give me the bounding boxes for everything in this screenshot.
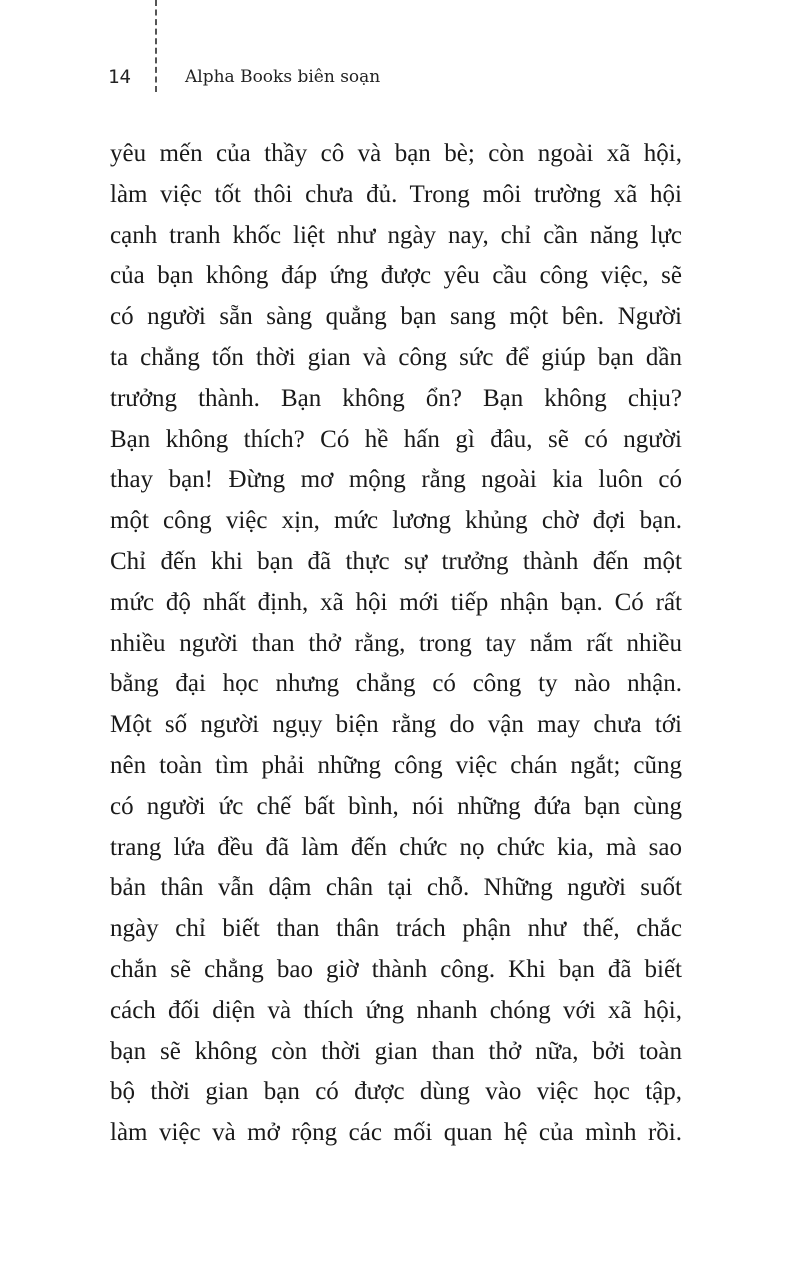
text-line: bộ thời gian bạn có được dùng vào việc học tập, <box>110 1078 682 1106</box>
body-paragraph <box>110 134 682 1154</box>
text-line: trưởng thành. Bạn không ổn? Bạn không chịu? <box>110 384 682 412</box>
text-line: nên toàn tìm phải những công việc chán ngắt; cũng <box>110 751 682 779</box>
page-number: 14 <box>108 66 131 88</box>
text-line: có người sẵn sàng quẳng bạn sang một bên. Người <box>110 303 682 331</box>
text-line: mức độ nhất định, xã hội mới tiếp nhận bạn. Có rất <box>110 588 682 616</box>
text-line: làm việc tốt thôi chưa đủ. Trong môi trường xã hội <box>110 180 682 208</box>
text-line: Một số người ngụy biện rằng do vận may chưa tới <box>110 711 682 739</box>
text-line: nhiều người than thở rằng, trong tay nắm rất nhiều <box>110 629 682 657</box>
text-line: Bạn không thích? Có hề hấn gì đâu, sẽ có người <box>110 425 682 453</box>
text-line: bản thân vẫn dậm chân tại chỗ. Những người suốt <box>110 874 682 902</box>
margin-dashed-rule <box>155 0 157 92</box>
text-line: bạn sẽ không còn thời gian than thở nữa, bởi toàn <box>110 1037 682 1065</box>
text-line: làm việc và mở rộng các mối quan hệ của mình rồi. <box>110 1119 682 1147</box>
text-line: của bạn không đáp ứng được yêu cầu công việc, sẽ <box>110 262 682 290</box>
text-line: chắn sẽ chẳng bao giờ thành công. Khi bạn đã biết <box>110 955 682 983</box>
text-line: yêu mến của thầy cô và bạn bè; còn ngoài xã hội, <box>110 140 682 167</box>
text-line: có người ức chế bất bình, nói những đứa bạn cùng <box>110 792 682 820</box>
text-line: trang lứa đều đã làm đến chức nọ chức kia, mà sao <box>110 833 682 861</box>
text-line: Chỉ đến khi bạn đã thực sự trưởng thành đến một <box>110 547 682 575</box>
text-line: ta chẳng tốn thời gian và công sức để giúp bạn dần <box>110 343 682 371</box>
text-line: một công việc xịn, mức lương khủng chờ đợi bạn. <box>110 507 682 535</box>
running-header-title: Alpha Books biên soạn <box>185 67 381 87</box>
text-line: ngày chỉ biết than thân trách phận như thế, chắc <box>110 915 682 943</box>
text-line: cạnh tranh khốc liệt như ngày nay, chỉ cần năng lực <box>110 221 682 249</box>
text-line: bằng đại học nhưng chẳng có công ty nào nhận. <box>110 670 682 698</box>
text-line: cách đối diện và thích ứng nhanh chóng với xã hội, <box>110 996 682 1024</box>
text-line: thay bạn! Đừng mơ mộng rằng ngoài kia luôn có <box>110 466 682 494</box>
